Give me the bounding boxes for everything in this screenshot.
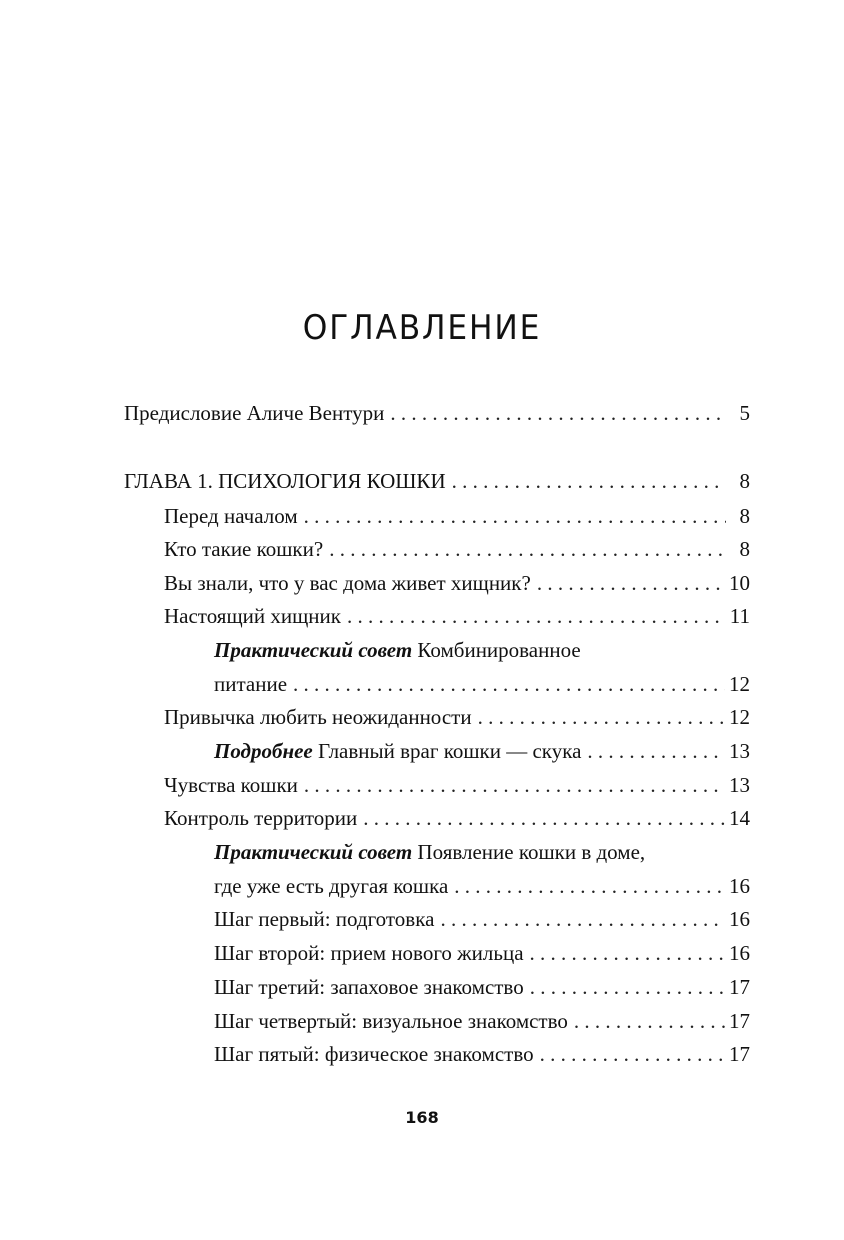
toc-entry-title: Чувства кошки xyxy=(164,773,298,797)
leader-dots xyxy=(329,532,726,566)
toc-entry-title: Шаг второй: прием нового жильца xyxy=(214,941,524,965)
leader-dots xyxy=(478,700,725,734)
toc-entry-title: Появление кошки в доме, xyxy=(412,840,646,864)
toc-entry-title: Шаг первый: подготовка xyxy=(214,907,435,931)
toc-entry xyxy=(214,667,750,701)
toc-entry-label: Практический совет xyxy=(214,840,413,864)
toc-entry-label: Подробнее xyxy=(214,739,313,763)
leader-dots xyxy=(530,970,725,1004)
toc-entry-title: где уже есть другая кошка xyxy=(214,874,449,898)
toc-entry-title: Привычка любить неожиданности xyxy=(164,705,472,729)
leader-dots xyxy=(363,801,725,835)
toc-entry xyxy=(164,532,750,566)
toc-entry-page: 13 xyxy=(729,739,750,763)
toc-entry-page: 10 xyxy=(729,571,750,595)
toc-entry-title: питание xyxy=(214,672,288,696)
toc-entry-title: Контроль территории xyxy=(164,806,358,830)
toc-entry-label: Практический совет xyxy=(214,638,413,662)
leader-dots xyxy=(574,1004,725,1038)
toc-entry xyxy=(214,1037,750,1071)
toc-entry xyxy=(164,801,750,835)
toc-entry xyxy=(214,1004,750,1038)
leader-dots xyxy=(440,902,725,936)
toc-entry xyxy=(164,499,750,533)
toc-entry-title: Шаг третий: запаховое знакомство xyxy=(214,975,524,999)
toc-entry xyxy=(214,902,750,936)
toc-entry-page: 5 xyxy=(739,401,750,425)
toc-entry-page: 12 xyxy=(729,705,750,729)
page-title: ОГЛАВЛЕНИЕ xyxy=(302,308,542,348)
toc-entry-title: Шаг пятый: физическое знакомство xyxy=(214,1042,534,1066)
toc-entry xyxy=(214,970,750,1004)
toc-entry-page: 11 xyxy=(729,604,750,628)
toc-entry xyxy=(164,599,750,633)
leader-dots xyxy=(530,936,725,970)
toc-entry-title: Вы знали, что у вас дома живет хищник? xyxy=(164,571,531,595)
leader-dots xyxy=(537,566,725,600)
toc-entry-title: Главный враг кошки — скука xyxy=(312,739,582,763)
toc-entry xyxy=(164,566,750,600)
toc-entry-page: 16 xyxy=(729,941,750,965)
leader-dots xyxy=(347,599,726,633)
leader-dots xyxy=(293,667,725,701)
toc-entry-title: Комбинированное xyxy=(412,638,581,662)
toc-entry xyxy=(124,396,750,430)
toc-entry-page: 8 xyxy=(739,537,750,561)
toc-entry xyxy=(214,734,750,768)
toc-entry-first-line xyxy=(214,633,581,667)
leader-dots xyxy=(452,464,726,498)
leader-dots xyxy=(587,734,725,768)
toc-entry-title: Кто такие кошки? xyxy=(164,537,324,561)
toc-entry xyxy=(164,700,750,734)
toc-entry-title: Перед началом xyxy=(164,504,298,528)
page-number: 168 xyxy=(405,1108,439,1127)
toc-entry-page: 12 xyxy=(729,672,750,696)
toc-entry-page: 8 xyxy=(739,504,750,528)
toc-entry-first-line xyxy=(214,835,645,869)
toc-entry-page: 17 xyxy=(729,1042,750,1066)
leader-dots xyxy=(454,869,725,903)
leader-dots xyxy=(390,396,726,430)
toc-entry-page: 13 xyxy=(729,773,750,797)
toc-entry-page: 14 xyxy=(729,806,750,830)
toc-entry xyxy=(164,768,750,802)
toc-entry-page: 8 xyxy=(739,469,750,493)
toc-entry-title: Настоящий хищник xyxy=(164,604,341,628)
leader-dots xyxy=(304,499,726,533)
toc-entry-page: 17 xyxy=(729,975,750,999)
toc-entry xyxy=(214,869,750,903)
toc-entry-page: 17 xyxy=(729,1009,750,1033)
leader-dots xyxy=(540,1037,725,1071)
toc-entry xyxy=(214,936,750,970)
toc-entry-title: Шаг четвертый: визуальное знакомство xyxy=(214,1009,568,1033)
leader-dots xyxy=(304,768,725,802)
toc-chapter-entry xyxy=(124,464,750,498)
toc-entry-title: Предисловие Аличе Вентури xyxy=(124,401,385,425)
toc-entry-title: ГЛАВА 1. ПСИХОЛОГИЯ КОШКИ xyxy=(124,469,446,493)
toc-entry-page: 16 xyxy=(729,907,750,931)
toc-entry-page: 16 xyxy=(729,874,750,898)
